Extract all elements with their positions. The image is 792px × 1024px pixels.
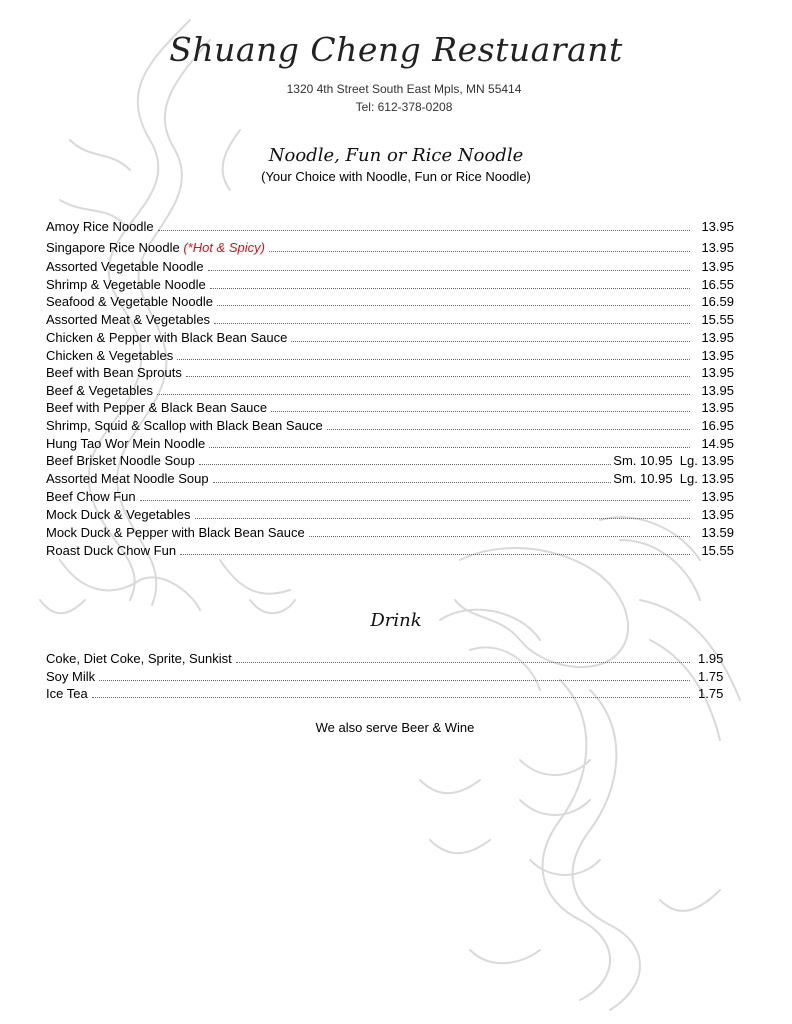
menu-item-name: Assorted Meat & Vegetables xyxy=(46,312,211,327)
menu-item xyxy=(46,684,734,702)
menu-item-name: Assorted Meat Noodle Soup xyxy=(46,471,209,486)
menu-item xyxy=(46,398,734,416)
dot-leader xyxy=(217,305,690,306)
dot-leader xyxy=(92,697,690,698)
menu-item-name: Shrimp, Squid & Scallop with Black Bean Sauce xyxy=(46,418,323,433)
menu-item-price: 13.95 xyxy=(701,507,734,522)
menu-item-name: Hung Tao Wor Mein Noodle xyxy=(46,436,206,451)
dot-leader xyxy=(180,554,690,555)
menu-item-price: 1.75 xyxy=(698,686,724,701)
menu-item xyxy=(46,292,734,310)
menu-item-name: Beef & Vegetables xyxy=(46,383,153,398)
restaurant-phone: Tel: 612-378-0208 xyxy=(355,100,453,114)
dot-leader xyxy=(186,376,690,377)
menu-item-price: 13.59 xyxy=(701,525,734,540)
menu-item-price: 13.95 xyxy=(701,489,734,504)
restaurant-address: 1320 4th Street South East Mpls, MN 55414 xyxy=(286,82,522,96)
menu-item xyxy=(46,310,734,328)
menu-item xyxy=(46,381,734,399)
menu-item-name: Roast Duck Chow Fun xyxy=(46,543,177,558)
menu-item-price: 16.55 xyxy=(701,277,734,292)
menu-item-price: 13.95 xyxy=(701,348,734,363)
dot-leader xyxy=(309,536,690,537)
menu-item xyxy=(46,238,734,256)
menu-item-price: Sm. 10.95 Lg. 13.95 xyxy=(613,471,734,486)
menu-item-price: 15.55 xyxy=(701,312,734,327)
menu-item-price: 16.59 xyxy=(701,294,734,309)
noodle-section-title: Noodle, Fun or Rice Noodle xyxy=(268,145,524,166)
menu-item-name: Seafood & Vegetable Noodle xyxy=(46,294,213,309)
menu-item xyxy=(46,363,734,381)
dot-leader xyxy=(213,482,612,483)
menu-item xyxy=(46,469,734,487)
menu-item-name: Shrimp & Vegetable Noodle xyxy=(46,277,206,292)
menu-item-name: Mock Duck & Vegetables xyxy=(46,507,191,522)
menu-item-price: 13.95 xyxy=(701,383,734,398)
dot-leader xyxy=(208,270,690,271)
dot-leader xyxy=(140,500,690,501)
dot-leader xyxy=(271,411,690,412)
menu-item-price: 13.95 xyxy=(701,330,734,345)
menu-item xyxy=(46,541,734,559)
dot-leader xyxy=(195,518,690,519)
menu-item-price: 1.95 xyxy=(698,651,724,666)
menu-item xyxy=(46,217,734,235)
dot-leader xyxy=(209,447,690,448)
menu-item-name: Beef Brisket Noodle Soup xyxy=(46,453,195,468)
menu-item xyxy=(46,649,734,667)
dot-leader xyxy=(199,464,611,465)
menu-item-price: Sm. 10.95 Lg. 13.95 xyxy=(613,453,734,468)
menu-item-name: Chicken & Vegetables xyxy=(46,348,174,363)
menu-item xyxy=(46,505,734,523)
menu-item-price: 13.95 xyxy=(701,365,734,380)
menu-item xyxy=(46,346,734,364)
menu-item xyxy=(46,328,734,346)
menu-item xyxy=(46,451,734,469)
dot-leader xyxy=(157,394,690,395)
spicy-note: (*Hot & Spicy) xyxy=(183,240,265,255)
menu-item-price: 13.95 xyxy=(701,219,734,234)
menu-item-price: 13.95 xyxy=(701,400,734,415)
dot-leader xyxy=(210,288,690,289)
menu-item xyxy=(46,523,734,541)
menu-item xyxy=(46,257,734,275)
menu-item-name: Soy Milk xyxy=(46,669,96,684)
menu-item-name: Beef with Bean Sprouts xyxy=(46,365,182,380)
menu-item-name: Chicken & Pepper with Black Bean Sauce xyxy=(46,330,288,345)
menu-item-price: 14.95 xyxy=(701,436,734,451)
dot-leader xyxy=(269,251,690,252)
dot-leader xyxy=(214,323,690,324)
menu-item-name: Singapore Rice Noodle (*Hot & Spicy) xyxy=(46,240,265,255)
menu-item-name: Ice Tea xyxy=(46,686,88,701)
beer-wine-note: We also serve Beer & Wine xyxy=(315,720,475,735)
dot-leader xyxy=(236,662,690,663)
dot-leader xyxy=(291,341,690,342)
menu-item xyxy=(46,667,734,685)
menu-item-price: 1.75 xyxy=(698,669,724,684)
menu-item-price: 15.55 xyxy=(701,543,734,558)
dot-leader xyxy=(99,680,690,681)
noodle-section-subtitle: (Your Choice with Noodle, Fun or Rice Noodle) xyxy=(261,169,531,184)
menu-item-name: Amoy Rice Noodle xyxy=(46,219,154,234)
menu-item-price: 16.95 xyxy=(701,418,734,433)
menu-item xyxy=(46,434,734,452)
restaurant-title: Shuang Cheng Restuarant xyxy=(169,30,623,69)
menu-item-name: Beef with Pepper & Black Bean Sauce xyxy=(46,400,268,415)
menu-item xyxy=(46,487,734,505)
menu-item-name: Assorted Vegetable Noodle xyxy=(46,259,204,274)
menu-item-name: Beef Chow Fun xyxy=(46,489,136,504)
menu-item-price: 13.95 xyxy=(701,259,734,274)
dot-leader xyxy=(177,359,690,360)
menu-item-price: 13.95 xyxy=(701,240,734,255)
menu-item-name: Mock Duck & Pepper with Black Bean Sauce xyxy=(46,525,305,540)
menu-item xyxy=(46,416,734,434)
menu-item xyxy=(46,275,734,293)
drink-section-title: Drink xyxy=(370,610,422,631)
dot-leader xyxy=(158,230,690,231)
dot-leader xyxy=(327,429,690,430)
menu-item-name: Coke, Diet Coke, Sprite, Sunkist xyxy=(46,651,232,666)
